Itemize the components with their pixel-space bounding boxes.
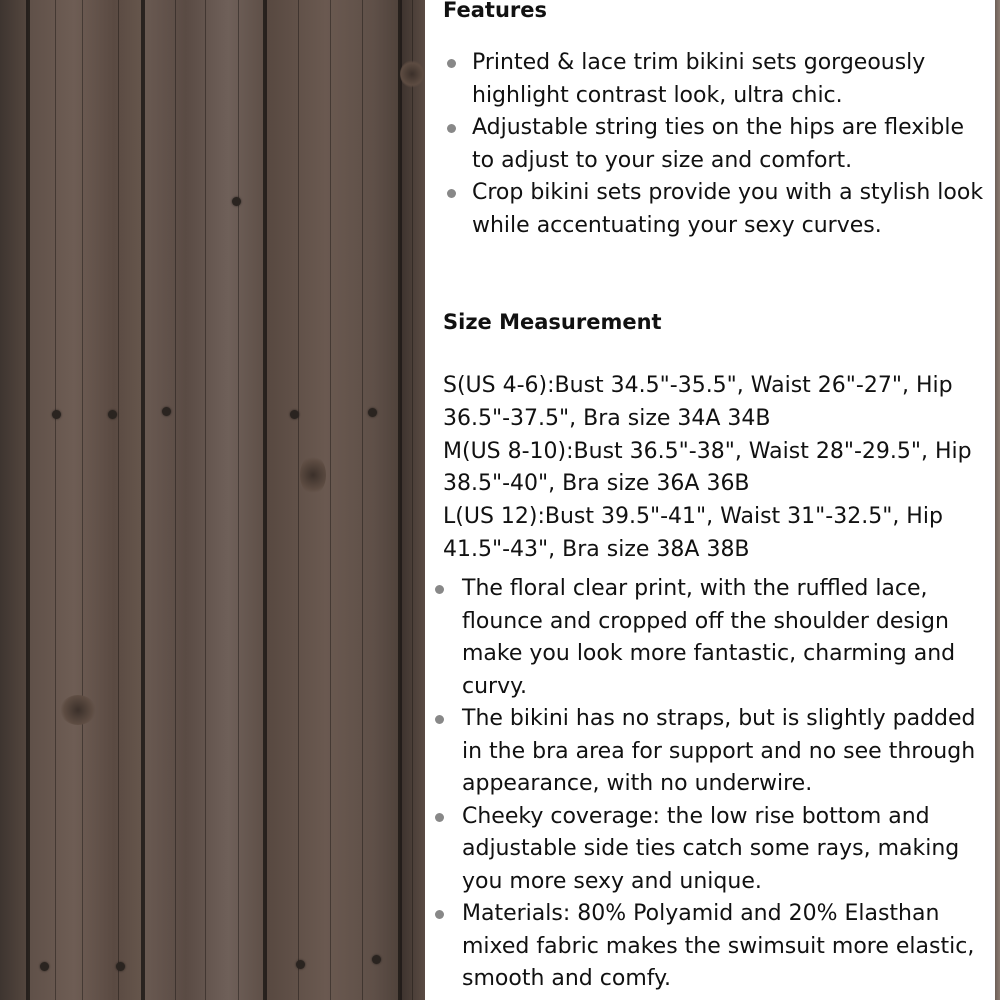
features-heading: Features: [443, 0, 547, 22]
wood-grain: [412, 0, 413, 1000]
nail-head: [40, 962, 49, 971]
wood-grain: [205, 0, 206, 1000]
detail-text: The floral clear print, with the ruffled lace, flounce and cropped off the shoulder design make you look more fantastic, charming and curvy.: [462, 576, 956, 699]
nail-head: [290, 410, 299, 419]
detail-text: Cheeky coverage: the low rise bottom and adjustable side ties catch some rays, making you more sexy and unique.: [462, 803, 960, 894]
wood-knot: [300, 455, 326, 495]
wood-plank: [0, 0, 28, 1000]
plank-seam: [26, 0, 30, 1000]
wood-plank: [143, 0, 265, 1000]
size-line: 41.5"-43", Bra size 38A 38B: [443, 536, 750, 562]
nail-head: [296, 960, 305, 969]
nail-head: [108, 410, 117, 419]
detail-text: The bikini has no straps, but is slightly padded in the bra area for support and no see through appearance, with no underwire.: [462, 706, 976, 796]
wood-knot: [400, 60, 424, 88]
nail-head: [372, 955, 381, 964]
wood-grain: [175, 0, 176, 1000]
feature-text: Printed & lace trim bikini sets gorgeously highlight contrast look, ultra chic.: [472, 50, 926, 108]
detail-item: [462, 801, 995, 899]
size-line: L(US 12):Bust 39.5"-41", Waist 31"-32.5", Hip: [443, 504, 943, 530]
bullet-icon: [447, 59, 456, 68]
nail-head: [368, 408, 377, 417]
size-line: 36.5"-37.5", Bra size 34A 34B: [443, 405, 771, 431]
wood-grain: [298, 0, 299, 1000]
detail-item: [462, 703, 995, 801]
wood-grain: [362, 0, 363, 1000]
wood-grain: [55, 0, 56, 1000]
wood-plank: [265, 0, 400, 1000]
detail-item: [462, 898, 995, 996]
size-line: M(US 8-10):Bust 36.5"-38", Waist 28"-29.5", Hip: [443, 438, 972, 464]
wood-edge-right: [995, 0, 1000, 1000]
detail-text: Materials: 80% Polyamid and 20% Elasthan mixed fabric makes the swimsuit more elastic, smooth and comfy.: [462, 901, 975, 991]
bullet-icon: [447, 124, 456, 133]
wood-plank: [28, 0, 143, 1000]
product-description-panel: [425, 0, 995, 1000]
feature-item: [472, 177, 992, 242]
size-line: S(US 4-6):Bust 34.5"-35.5", Waist 26"-27", Hip: [443, 373, 953, 398]
bullet-icon: [447, 189, 456, 198]
feature-text: Crop bikini sets provide you with a stylish look while accentuating your sexy curves.: [472, 180, 984, 238]
wood-plank-background: [0, 0, 425, 1000]
plank-seam: [398, 0, 402, 1000]
features-list: [472, 47, 992, 242]
wood-grain: [82, 0, 83, 1000]
details-list: [462, 573, 995, 996]
nail-head: [232, 197, 241, 206]
feature-text: Adjustable string ties on the hips are flexible to adjust to your size and comfort.: [472, 115, 965, 173]
nail-head: [52, 410, 61, 419]
bullet-icon: [435, 910, 444, 919]
wood-grain: [238, 0, 239, 1000]
wood-grain: [118, 0, 119, 1000]
wood-knot: [60, 695, 96, 725]
plank-seam: [263, 0, 267, 1000]
feature-item: [472, 112, 992, 177]
nail-head: [162, 407, 171, 416]
bullet-icon: [435, 813, 444, 822]
bullet-icon: [435, 715, 444, 724]
size-line: 38.5"-40", Bra size 36A 36B: [443, 471, 750, 497]
nail-head: [116, 962, 125, 971]
plank-seam: [141, 0, 145, 1000]
size-measurement-block: [443, 370, 995, 567]
feature-item: [472, 47, 992, 112]
bullet-icon: [435, 585, 444, 594]
size-measurement-heading: Size Measurement: [443, 310, 662, 334]
detail-item: [462, 573, 995, 703]
wood-grain: [330, 0, 331, 1000]
